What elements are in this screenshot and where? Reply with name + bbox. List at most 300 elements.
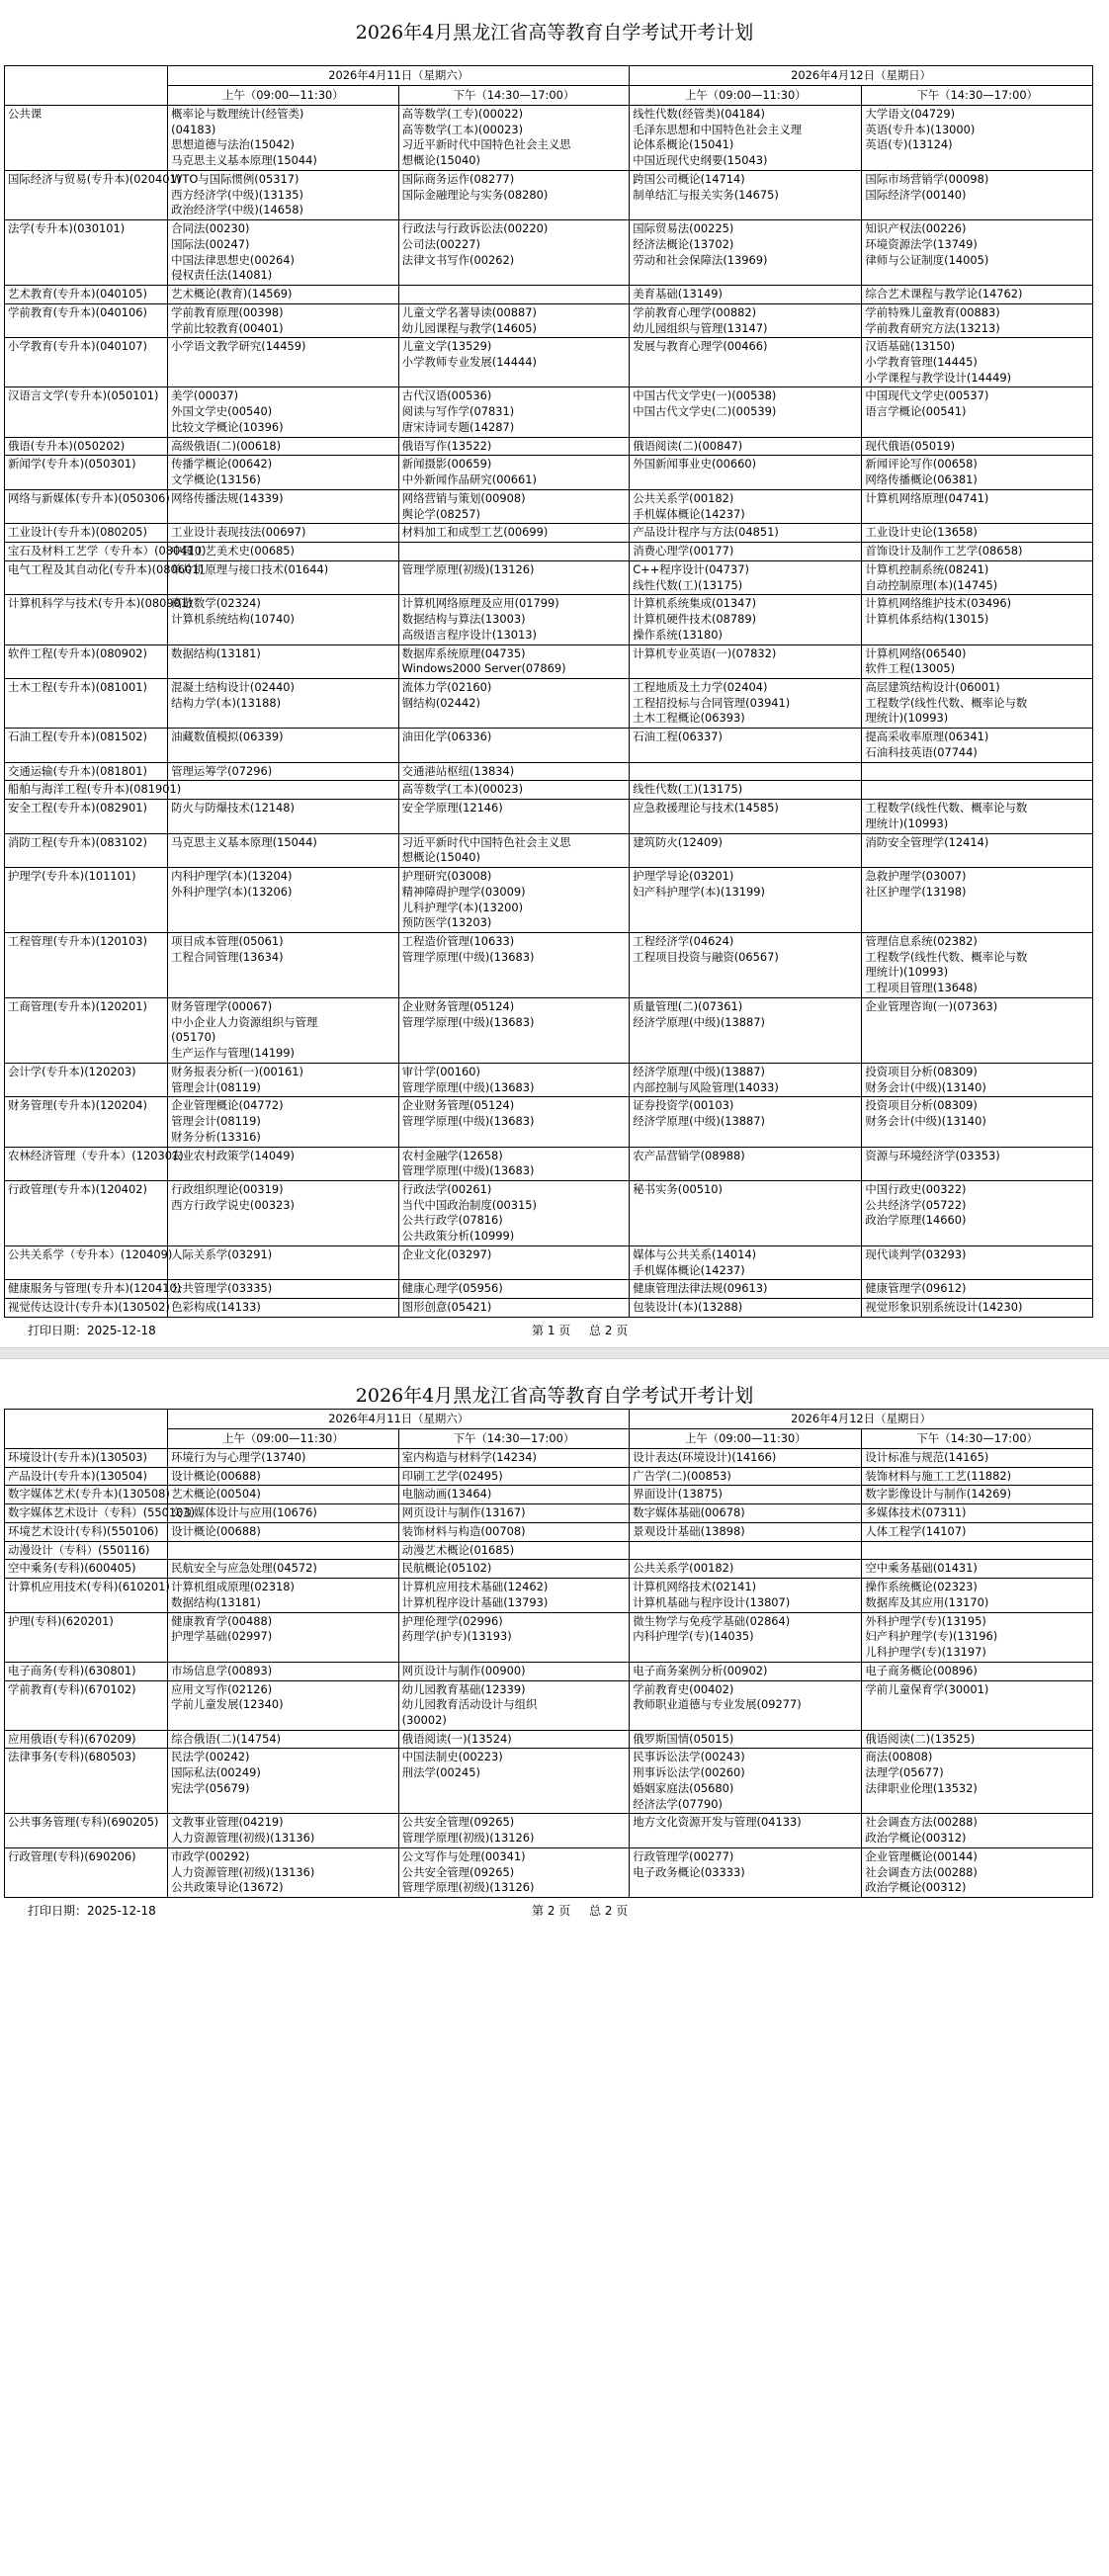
course-line: 英语(专升本)(13000): [865, 122, 976, 136]
page-total: 总 2 页: [589, 1904, 629, 1918]
course-line: 农产品营销学(08988): [633, 1148, 745, 1162]
course-line: 环境行为与心理学(13740): [171, 1450, 306, 1464]
exam-slot-cell: [630, 1245, 862, 1279]
course-line: 国际法(00247): [171, 236, 250, 251]
page-title: 2026年4月黑龙江省高等教育自学考试开考计划: [355, 1385, 754, 1407]
course-line: 数字媒体基础(00678): [633, 1505, 745, 1520]
day2-header: 2026年4月12日（星期日）: [630, 66, 1093, 86]
major-name: 宝石及材料工艺学（专升本）(080410): [5, 543, 168, 561]
course-line: 儿科护理学(本)(13200): [401, 900, 524, 914]
exam-slot-cell: [168, 489, 399, 523]
course-line: 管理学原理(初级)(13126): [401, 1831, 535, 1846]
course-line: 想概论(15040): [401, 850, 480, 865]
schedule-row: [5, 387, 1093, 437]
course-line: 计算机程序设计基础(13793): [401, 1594, 549, 1609]
schedule-row: [5, 1847, 1093, 1897]
exam-slot-cell: [862, 1730, 1093, 1749]
course-line: 中国法制史(00223): [401, 1750, 503, 1764]
course-line: 媒体与公共关系(14014): [633, 1246, 757, 1261]
course-line: 护理学导论(03201): [633, 869, 734, 884]
course-line: 古代汉语(00536): [401, 388, 492, 403]
course-line: 手机媒体概论(14237): [633, 1262, 745, 1277]
exam-slot-cell: [630, 338, 862, 387]
course-line: 视觉形象识别系统设计(14230): [865, 1300, 1023, 1315]
course-line: 汉语基础(13150): [865, 339, 956, 354]
major-name: 工程管理(专升本)(120103): [5, 932, 168, 997]
schedule-row: [5, 1449, 1093, 1468]
exam-slot-cell: [862, 1814, 1093, 1847]
course-line: 理统计)(10993): [865, 816, 949, 830]
course-line: 投资项目分析(08309): [865, 1064, 978, 1078]
major-name: 法学(专升本)(030101): [5, 220, 168, 286]
course-line: 管理会计(08119): [171, 1079, 261, 1094]
exam-slot-cell: [398, 932, 630, 997]
exam-schedule-table: [4, 1409, 1093, 1898]
course-line: 毛泽东思想和中国特色社会主义理: [633, 122, 803, 136]
course-line: 产品设计程序与方法(04851): [633, 525, 779, 540]
course-line: 文学概论(13156): [171, 472, 261, 487]
course-line: 婚姻家庭法(05680): [633, 1780, 734, 1795]
schedule-row: [5, 170, 1093, 219]
day2-am-header: 上午（09:00—11:30）: [630, 86, 862, 106]
exam-slot-cell: [168, 997, 399, 1063]
course-line: 企业财务管理(05124): [401, 1098, 515, 1113]
exam-slot-cell: [862, 1504, 1093, 1523]
course-line: 计算机专业英语(一)(07832): [633, 645, 777, 660]
exam-slot-cell: [168, 543, 399, 561]
page-title: 2026年4月黑龙江省高等教育自学考试开考计划: [355, 22, 754, 43]
course-line: 经济法学(07790): [633, 1796, 723, 1811]
course-line: 艺术概论(00504): [171, 1487, 261, 1502]
exam-slot-cell: [398, 1749, 630, 1814]
exam-slot-cell: [398, 1560, 630, 1579]
course-line: 唐宋诗词专题(14287): [401, 419, 515, 434]
course-line: 工程项目投资与融资(06567): [633, 949, 779, 964]
course-line: 空中乘务基础(01431): [865, 1561, 978, 1576]
course-line: 质量管理(二)(07361): [633, 998, 743, 1013]
course-line: 线性代数(经管类)(04184): [633, 107, 765, 121]
course-line: 政治学概论(00312): [865, 1880, 967, 1895]
course-line: 国际金融理论与实务(08280): [401, 187, 549, 202]
course-line: 管理学原理(中级)(13683): [401, 1163, 535, 1178]
exam-slot-cell: [168, 1063, 399, 1096]
exam-slot-cell: [168, 437, 399, 456]
exam-slot-cell: [398, 1504, 630, 1523]
exam-slot-cell: [630, 170, 862, 219]
course-line: 艺术概论(教育)(14569): [171, 287, 293, 301]
major-name: 公共关系学（专升本）(120409): [5, 1245, 168, 1279]
course-line: 设计表达(环境设计)(14166): [633, 1450, 777, 1464]
exam-slot-cell: [168, 303, 399, 337]
course-line: 法理学(05677): [865, 1765, 944, 1780]
course-line: 新闻摄影(00659): [401, 457, 492, 472]
major-name: 公共事务管理(专科)(690205): [5, 1814, 168, 1847]
page-number: 第 2 页: [532, 1904, 571, 1918]
course-line: 人际关系学(03291): [171, 1246, 273, 1261]
exam-slot-cell: [168, 560, 399, 594]
exam-slot-cell: [862, 286, 1093, 304]
schedule-row: [5, 489, 1093, 523]
schedule-row: [5, 1814, 1093, 1847]
course-line: 刑法学(00245): [401, 1765, 480, 1780]
course-line: 石油科技英语(07744): [865, 744, 978, 759]
schedule-row: [5, 560, 1093, 594]
course-line: 农业农村政策学(14049): [171, 1148, 295, 1162]
course-line: 外国文学史(00540): [171, 404, 273, 419]
schedule-row: [5, 1662, 1093, 1680]
exam-slot-cell: [630, 303, 862, 337]
major-name: 行政管理(专科)(690206): [5, 1847, 168, 1897]
course-line: 小学教师专业发展(14444): [401, 355, 537, 370]
course-line: 高等数学(工本)(00023): [401, 782, 524, 797]
course-line: 公共政策导论(13672): [171, 1880, 284, 1895]
course-line: 计算机硬件技术(08789): [633, 612, 757, 627]
course-line: 民法学(00242): [171, 1750, 250, 1764]
course-line: 药理学(护专)(13193): [401, 1629, 512, 1644]
course-line: 概率论与数理统计(经管类): [171, 107, 304, 121]
schedule-row: [5, 437, 1093, 456]
exam-slot-cell: [398, 1680, 630, 1730]
exam-slot-cell: [168, 833, 399, 867]
major-name: 护理(专科)(620201): [5, 1612, 168, 1662]
course-line: 应急救援理论与技术(14585): [633, 801, 779, 816]
course-line: 民航概论(05102): [401, 1561, 492, 1576]
major-name: 空中乘务(专科)(600405): [5, 1560, 168, 1579]
major-name: 电气工程及其自动化(专升本)(080601): [5, 560, 168, 594]
course-line: 习近平新时代中国特色社会主义思: [401, 834, 571, 849]
course-line: 防火与防爆技术(12148): [171, 801, 295, 816]
major-name: 计算机科学与技术(专升本)(080901): [5, 595, 168, 644]
course-line: 计算机系统结构(10740): [171, 612, 295, 627]
course-line: 企业文化(03297): [401, 1246, 492, 1261]
course-line: 公文写作与处理(00341): [401, 1848, 526, 1863]
schedule-row: [5, 1522, 1093, 1541]
print-date: 打印日期：2025-12-18: [28, 1324, 156, 1337]
page-separator: [0, 1347, 1109, 1359]
course-line: 语言学概论(00541): [865, 404, 967, 419]
schedule-row: [5, 932, 1093, 997]
exam-slot-cell: [398, 997, 630, 1063]
schedule-row: [5, 678, 1093, 728]
major-header: [5, 66, 168, 106]
exam-slot-cell: [398, 387, 630, 437]
exam-slot-cell: [168, 1147, 399, 1180]
exam-slot-cell: [398, 286, 630, 304]
exam-slot-cell: [168, 524, 399, 543]
major-name: 国际经济与贸易(专升本)(020401): [5, 170, 168, 219]
exam-slot-cell: [398, 437, 630, 456]
exam-slot-cell: [168, 1280, 399, 1299]
course-line: 建筑防火(12409): [633, 834, 723, 849]
exam-slot-cell: [862, 1522, 1093, 1541]
schedule-row: [5, 644, 1093, 678]
course-line: 装饰材料与构造(00708): [401, 1523, 526, 1538]
exam-slot-cell: [862, 456, 1093, 489]
course-line: 流体力学(02160): [401, 679, 492, 694]
course-line: 高级语言程序设计(13013): [401, 627, 537, 642]
course-line: 小学教育管理(14445): [865, 355, 978, 370]
major-header: [5, 1410, 168, 1449]
exam-slot-cell: [168, 1181, 399, 1246]
major-name: 电子商务(专科)(630801): [5, 1662, 168, 1680]
course-line: 国际私法(00249): [171, 1765, 261, 1780]
exam-slot-cell: [398, 1097, 630, 1147]
course-line: 中国工艺美术史(00685): [171, 544, 295, 558]
course-line: 侵权责任法(14081): [171, 268, 273, 283]
course-line: 管理学原理(初级)(13126): [401, 561, 535, 576]
course-line: 管理学原理(初级)(13126): [401, 1880, 535, 1895]
course-line: 制单结汇与报关实务(14675): [633, 187, 779, 202]
schedule-row: [5, 1147, 1093, 1180]
course-line: 材料加工和成型工艺(00699): [401, 525, 549, 540]
schedule-row: [5, 729, 1093, 762]
day2-header: 2026年4月12日（星期日）: [630, 1410, 1093, 1429]
course-line: 劳动和社会保障法(13969): [633, 252, 768, 267]
exam-slot-cell: [630, 1467, 862, 1486]
course-line: 数据库及其应用(13170): [865, 1594, 989, 1609]
exam-slot-cell: [398, 1449, 630, 1468]
course-line: 高等数学(工专)(00022): [401, 107, 524, 121]
course-line: 外科护理学(专)(13195): [865, 1613, 986, 1628]
course-line: 刑事诉讼法学(00260): [633, 1765, 745, 1780]
major-name: 环境艺术设计(专科)(550106): [5, 1522, 168, 1541]
exam-slot-cell: [862, 644, 1093, 678]
course-line: 油田化学(06336): [401, 730, 492, 744]
day1-am-header: 上午（09:00—11:30）: [168, 1429, 399, 1449]
exam-slot-cell: [168, 1814, 399, 1847]
course-line: 文教事业管理(04219): [171, 1815, 284, 1830]
course-line: 急救护理学(03007): [865, 869, 967, 884]
course-line: (05170): [171, 1030, 216, 1045]
exam-slot-cell: [862, 489, 1093, 523]
course-line: 管理会计(08119): [171, 1114, 261, 1129]
course-line: 市场信息学(00893): [171, 1663, 273, 1677]
course-line: 健康管理法律法规(09613): [633, 1281, 768, 1296]
course-line: 行政法学(00261): [401, 1182, 492, 1196]
course-line: 手机媒体概论(14237): [633, 506, 745, 521]
course-line: 生产运作与管理(14199): [171, 1046, 295, 1061]
course-line: 西方经济学(中级)(13135): [171, 187, 303, 202]
course-line: 企业管理概论(00144): [865, 1848, 978, 1863]
course-line: 行政组织理论(00319): [171, 1182, 284, 1196]
course-line: 俄罗斯国情(05015): [633, 1731, 734, 1746]
exam-slot-cell: [862, 1299, 1093, 1318]
course-line: 政治经济学(中级)(14658): [171, 203, 303, 217]
exam-slot-cell: [630, 1522, 862, 1541]
course-line: 财务管理学(00067): [171, 998, 273, 1013]
major-name: 法律事务(专科)(680503): [5, 1749, 168, 1814]
exam-slot-cell: [630, 1097, 862, 1147]
exam-slot-cell: [398, 1579, 630, 1612]
course-line: 经济学原理(中级)(13887): [633, 1114, 765, 1129]
schedule-row: [5, 1560, 1093, 1579]
exam-slot-cell: [630, 729, 862, 762]
exam-slot-cell: [862, 170, 1093, 219]
course-line: 高等数学(工本)(00023): [401, 122, 524, 136]
major-name: 船舶与海洋工程(专升本)(081901): [5, 781, 168, 800]
course-line: 人力资源管理(初级)(13136): [171, 1864, 315, 1879]
exam-slot-cell: [862, 833, 1093, 867]
course-line: 经济学原理(中级)(13887): [633, 1014, 765, 1029]
course-line: 数据结构(13181): [171, 1594, 261, 1609]
course-line: 计算机应用技术基础(12462): [401, 1580, 549, 1594]
course-line: 提高采收率原理(06341): [865, 730, 989, 744]
course-line: 财务会计(中级)(13140): [865, 1079, 986, 1094]
course-line: 混凝土结构设计(02440): [171, 679, 295, 694]
schedule-row: [5, 1680, 1093, 1730]
course-line: 管理学原理(中级)(13683): [401, 1014, 535, 1029]
exam-slot-cell: [862, 1612, 1093, 1662]
course-line: 动漫艺术概论(01685): [401, 1542, 515, 1557]
course-line: 学前儿童保育学(30001): [865, 1681, 989, 1696]
course-line: 公共关系学(00182): [633, 1561, 734, 1576]
course-line: 应用文写作(02126): [171, 1681, 273, 1696]
course-line: 线性代数(工)(13175): [633, 782, 743, 797]
course-line: 马克思主义基本原理(15044): [171, 834, 317, 849]
course-line: 比较文学概论(10396): [171, 419, 284, 434]
exam-slot-cell: [398, 644, 630, 678]
course-line: 健康心理学(05956): [401, 1281, 503, 1296]
course-line: 政治学概论(00312): [865, 1831, 967, 1846]
exam-slot-cell: [630, 286, 862, 304]
exam-slot-cell: [630, 456, 862, 489]
major-name: 软件工程(专升本)(080902): [5, 644, 168, 678]
course-line: 工程造价管理(10633): [401, 933, 515, 948]
exam-slot-cell: [862, 762, 1093, 781]
course-line: 合同法(00230): [171, 221, 250, 236]
exam-slot-cell: [398, 1280, 630, 1299]
schedule-row: [5, 1579, 1093, 1612]
course-line: 消防安全管理学(12414): [865, 834, 989, 849]
exam-slot-cell: [630, 1612, 862, 1662]
exam-slot-cell: [398, 1814, 630, 1847]
major-name: 学前教育(专升本)(040106): [5, 303, 168, 337]
exam-slot-cell: [862, 338, 1093, 387]
course-line: 市政学(00292): [171, 1848, 250, 1863]
course-line: 工程数学(线性代数、概率论与数: [865, 801, 1028, 816]
exam-slot-cell: [630, 678, 862, 728]
course-line: 数据结构与算法(13003): [401, 612, 526, 627]
exam-slot-cell: [398, 560, 630, 594]
exam-slot-cell: [630, 387, 862, 437]
exam-slot-cell: [862, 543, 1093, 561]
course-line: 计算机基础与程序设计(13807): [633, 1594, 791, 1609]
exam-slot-cell: [398, 1181, 630, 1246]
schedule-row: [5, 1097, 1093, 1147]
course-line: 社会调查方法(00288): [865, 1864, 978, 1879]
exam-slot-cell: [168, 1097, 399, 1147]
major-name: 应用俄语(专科)(670209): [5, 1730, 168, 1749]
schedule-row: [5, 1280, 1093, 1299]
course-line: 工程招投标与合同管理(03941): [633, 695, 791, 710]
major-name: 工商管理(专升本)(120201): [5, 997, 168, 1063]
course-line: 电子商务案例分析(00902): [633, 1663, 768, 1677]
exam-slot-cell: [862, 1560, 1093, 1579]
day2-pm-header: 下午（14:30—17:00）: [862, 1429, 1093, 1449]
course-line: 离散数学(02324): [171, 596, 261, 611]
exam-slot-cell: [862, 678, 1093, 728]
course-line: 西方行政学说史(00323): [171, 1197, 295, 1212]
schedule-row: [5, 286, 1093, 304]
exam-slot-cell: [862, 220, 1093, 286]
course-line: 景观设计基础(13898): [633, 1523, 745, 1538]
exam-slot-cell: [630, 1147, 862, 1180]
exam-slot-cell: [630, 1449, 862, 1468]
course-line: 学前儿童发展(12340): [171, 1697, 284, 1712]
schedule-row: [5, 800, 1093, 833]
exam-slot-cell: [398, 1467, 630, 1486]
course-line: 资源与环境经济学(03353): [865, 1148, 1000, 1162]
major-name: 公共课: [5, 106, 168, 171]
exam-slot-cell: [398, 338, 630, 387]
exam-slot-cell: [630, 833, 862, 867]
course-line: 电脑动画(13464): [401, 1487, 492, 1502]
exam-slot-cell: [398, 489, 630, 523]
course-line: 计算机网络原理及应用(01799): [401, 596, 559, 611]
course-line: 精神障碍护理学(03009): [401, 884, 526, 899]
course-line: 商法(00808): [865, 1750, 933, 1764]
exam-slot-cell: [168, 644, 399, 678]
exam-slot-cell: [168, 1730, 399, 1749]
course-line: 证券投资学(00103): [633, 1098, 734, 1113]
schedule-row: [5, 1299, 1093, 1318]
course-line: 小学语文教学研究(14459): [171, 339, 306, 354]
exam-slot-cell: [630, 800, 862, 833]
course-line: 电子商务概论(00896): [865, 1663, 978, 1677]
exam-slot-cell: [630, 489, 862, 523]
schedule-body: [5, 106, 1093, 1318]
course-line: 安全学原理(12146): [401, 801, 503, 816]
course-line: 公共经济学(05722): [865, 1197, 967, 1212]
exam-slot-cell: [398, 833, 630, 867]
exam-slot-cell: [398, 678, 630, 728]
exam-slot-cell: [630, 524, 862, 543]
course-line: 外科护理学(本)(13206): [171, 884, 293, 899]
exam-slot-cell: [862, 387, 1093, 437]
course-line: 新闻评论写作(00658): [865, 457, 978, 472]
exam-slot-cell: [168, 800, 399, 833]
major-name: 新闻学(专升本)(050301): [5, 456, 168, 489]
course-line: 中国古代文学史(二)(00539): [633, 404, 777, 419]
course-line: 中国行政史(00322): [865, 1182, 967, 1196]
schedule-row: [5, 997, 1093, 1063]
course-line: 俄语阅读(二)(13525): [865, 1731, 976, 1746]
course-line: 计算机网络维护技术(03496): [865, 596, 1012, 611]
major-name: 产品设计(专升本)(130504): [5, 1467, 168, 1486]
course-line: 计算机系统集成(01347): [633, 596, 757, 611]
exam-slot-cell: [168, 932, 399, 997]
course-line: 宪法学(05679): [171, 1780, 250, 1795]
schedule-row: [5, 543, 1093, 561]
course-line: 阅读与写作学(07831): [401, 404, 515, 419]
course-line: 国际贸易法(00225): [633, 221, 734, 236]
exam-slot-cell: [168, 1541, 399, 1560]
day1-pm-header: 下午（14:30—17:00）: [398, 86, 630, 106]
schedule-row: [5, 1541, 1093, 1560]
major-name: 农林经济管理（专升本）(120301): [5, 1147, 168, 1180]
course-line: 知识产权法(00226): [865, 221, 967, 236]
exam-slot-cell: [630, 644, 862, 678]
major-name: 数字媒体艺术(专升本)(130508): [5, 1486, 168, 1504]
exam-slot-cell: [398, 1612, 630, 1662]
course-line: 色彩构成(14133): [171, 1300, 261, 1315]
major-name: 计算机应用技术(专科)(610201): [5, 1579, 168, 1612]
course-line: 中小企业人力资源组织与管理: [171, 1014, 318, 1029]
exam-slot-cell: [630, 1541, 862, 1560]
course-line: 想概论(15040): [401, 153, 480, 168]
exam-slot-cell: [398, 781, 630, 800]
major-name: 动漫设计（专科）(550116): [5, 1541, 168, 1560]
